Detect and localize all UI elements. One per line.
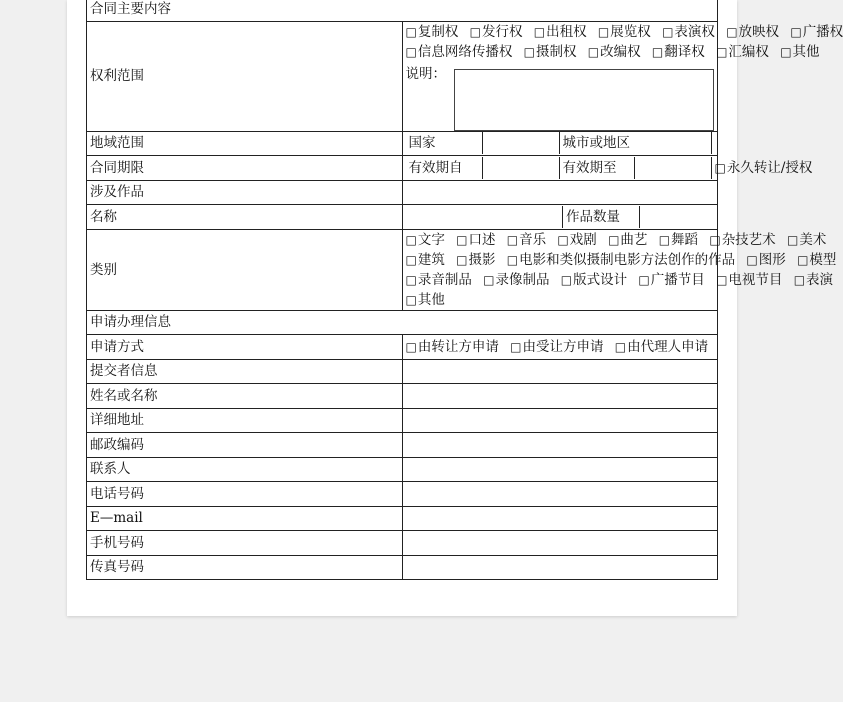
- checkbox-filming[interactable]: □ 摄制权: [524, 44, 577, 60]
- rights-options-line2: [406, 42, 820, 62]
- field-row-address: [87, 408, 718, 433]
- remark-textarea[interactable]: [454, 69, 714, 131]
- period-to-field[interactable]: [634, 157, 711, 179]
- checkbox-dance[interactable]: □ 舞蹈: [659, 232, 698, 248]
- field-label-mobile: 手机号码: [87, 531, 403, 556]
- works-label: 涉及作品: [87, 180, 403, 205]
- checkbox-permanent[interactable]: □ 永久转让/授权: [715, 160, 813, 176]
- category-line4: [406, 290, 715, 310]
- document-page: [67, 0, 843, 616]
- field-input-postcode[interactable]: [402, 433, 718, 458]
- remark-row: [406, 63, 715, 131]
- field-row-contact: [87, 457, 718, 482]
- checkbox-radio-program[interactable]: □ 广播节目: [638, 272, 704, 288]
- apply-method-row: [87, 335, 718, 360]
- checkbox-by-agent[interactable]: □ 由代理人申请: [615, 339, 708, 355]
- submitter-label: 提交者信息: [87, 359, 403, 384]
- field-label-address: 详细地址: [87, 408, 403, 433]
- region-label: 地域范围: [87, 131, 403, 156]
- count-field[interactable]: [640, 206, 715, 228]
- field-row-fax: [87, 555, 718, 580]
- permanent-cell: [711, 157, 813, 179]
- name-label: 名称: [87, 205, 403, 230]
- category-line3: [406, 270, 834, 290]
- checkbox-screening[interactable]: □ 放映权: [726, 24, 779, 40]
- section-apply-info: 申请办理信息: [87, 310, 718, 335]
- checkbox-drama[interactable]: □ 戏剧: [557, 232, 596, 248]
- apply-method-options: [402, 335, 718, 360]
- category-line1: [406, 230, 827, 250]
- checkbox-broadcast[interactable]: □ 广播权: [790, 24, 843, 40]
- checkbox-oral[interactable]: □ 口述: [456, 232, 495, 248]
- field-row-name: [87, 384, 718, 409]
- checkbox-architecture[interactable]: □ 建筑: [406, 252, 445, 268]
- field-input-email[interactable]: [402, 506, 718, 531]
- field-row-phone: [87, 482, 718, 507]
- checkbox-translation[interactable]: □ 翻译权: [652, 44, 705, 60]
- contract-main-row: [87, 0, 718, 21]
- registration-form: [86, 0, 843, 580]
- name-field[interactable]: [406, 206, 563, 228]
- checkbox-layout-design[interactable]: □ 版式设计: [561, 272, 627, 288]
- checkbox-fine-art[interactable]: □ 美术: [787, 232, 826, 248]
- checkbox-model[interactable]: □ 模型: [797, 252, 836, 268]
- section-contract-main: 合同主要内容: [87, 0, 718, 21]
- region-row: [87, 131, 718, 156]
- category-label: 类别: [87, 229, 403, 310]
- field-label-fax: 传真号码: [87, 555, 403, 580]
- checkbox-audio[interactable]: □ 录音制品: [406, 272, 472, 288]
- submitter-row: [87, 359, 718, 384]
- checkbox-performance[interactable]: □ 表演权: [662, 24, 715, 40]
- checkbox-performance-work[interactable]: □ 表演: [794, 272, 833, 288]
- category-options: [402, 229, 837, 310]
- field-label-name: 姓名或名称: [87, 384, 403, 409]
- remark-label: 说明：: [405, 65, 446, 82]
- field-row-email: [87, 506, 718, 531]
- city-field[interactable]: [711, 132, 714, 154]
- period-label: 合同期限: [87, 156, 403, 181]
- submitter-field: [402, 359, 718, 384]
- field-input-mobile[interactable]: [402, 531, 718, 556]
- checkbox-by-transferor[interactable]: □ 由转让方申请: [406, 339, 499, 355]
- rights-scope-label: 权利范围: [87, 21, 403, 131]
- period-row: [87, 156, 718, 181]
- field-input-contact[interactable]: [402, 457, 718, 482]
- apply-info-row: [87, 310, 718, 335]
- checkbox-graphic[interactable]: □ 图形: [746, 252, 785, 268]
- field-input-phone[interactable]: [402, 482, 718, 507]
- country-field[interactable]: [482, 132, 559, 154]
- checkbox-music[interactable]: □ 音乐: [507, 232, 546, 248]
- checkbox-film[interactable]: □ 电影和类似摄制电影方法创作的作品: [507, 252, 735, 268]
- rights-scope-row: [87, 21, 718, 131]
- period-from-field[interactable]: [482, 157, 559, 179]
- checkbox-rental[interactable]: □ 出租权: [534, 24, 587, 40]
- apply-method-label: 申请方式: [87, 335, 403, 360]
- field-input-fax[interactable]: [402, 555, 718, 580]
- checkbox-other-category[interactable]: □ 其他: [406, 292, 445, 308]
- checkbox-exhibition[interactable]: □ 展览权: [598, 24, 651, 40]
- period-to-label: 有效期至: [559, 157, 634, 179]
- field-label-phone: 电话号码: [87, 482, 403, 507]
- checkbox-video[interactable]: □ 录像制品: [483, 272, 549, 288]
- checkbox-acrobatics[interactable]: □ 杂技艺术: [709, 232, 775, 248]
- checkbox-distribution[interactable]: □ 发行权: [470, 24, 523, 40]
- checkbox-network[interactable]: □ 信息网络传播权: [406, 44, 513, 60]
- checkbox-photography[interactable]: □ 摄影: [456, 252, 495, 268]
- checkbox-text[interactable]: □ 文字: [406, 232, 445, 248]
- category-line2: [406, 250, 837, 270]
- checkbox-by-transferee[interactable]: □ 由受让方申请: [510, 339, 603, 355]
- field-row-postcode: [87, 433, 718, 458]
- works-field[interactable]: [402, 180, 718, 205]
- name-row: [87, 205, 718, 230]
- field-label-postcode: 邮政编码: [87, 433, 403, 458]
- checkbox-adaptation[interactable]: □ 改编权: [588, 44, 641, 60]
- country-label: 国家: [408, 135, 436, 152]
- city-label: 城市或地区: [559, 132, 711, 154]
- rights-options-line1: [406, 22, 843, 42]
- count-label: 作品数量: [563, 206, 640, 228]
- field-label-contact: 联系人: [87, 457, 403, 482]
- checkbox-compilation[interactable]: □ 汇编权: [716, 44, 769, 60]
- field-row-mobile: [87, 531, 718, 556]
- period-from-label: 有效期自: [408, 159, 463, 176]
- checkbox-reproduction[interactable]: □ 复制权: [406, 24, 459, 40]
- field-input-address[interactable]: [402, 408, 718, 433]
- checkbox-tv-program[interactable]: □ 电视节目: [716, 272, 782, 288]
- category-row: [87, 229, 718, 310]
- checkbox-quyi[interactable]: □ 曲艺: [608, 232, 647, 248]
- works-row: [87, 180, 718, 205]
- field-label-email: E—mail: [87, 506, 403, 531]
- rights-scope-options: [402, 21, 843, 131]
- field-input-name[interactable]: [402, 384, 718, 409]
- checkbox-other-rights[interactable]: □ 其他: [780, 44, 819, 60]
